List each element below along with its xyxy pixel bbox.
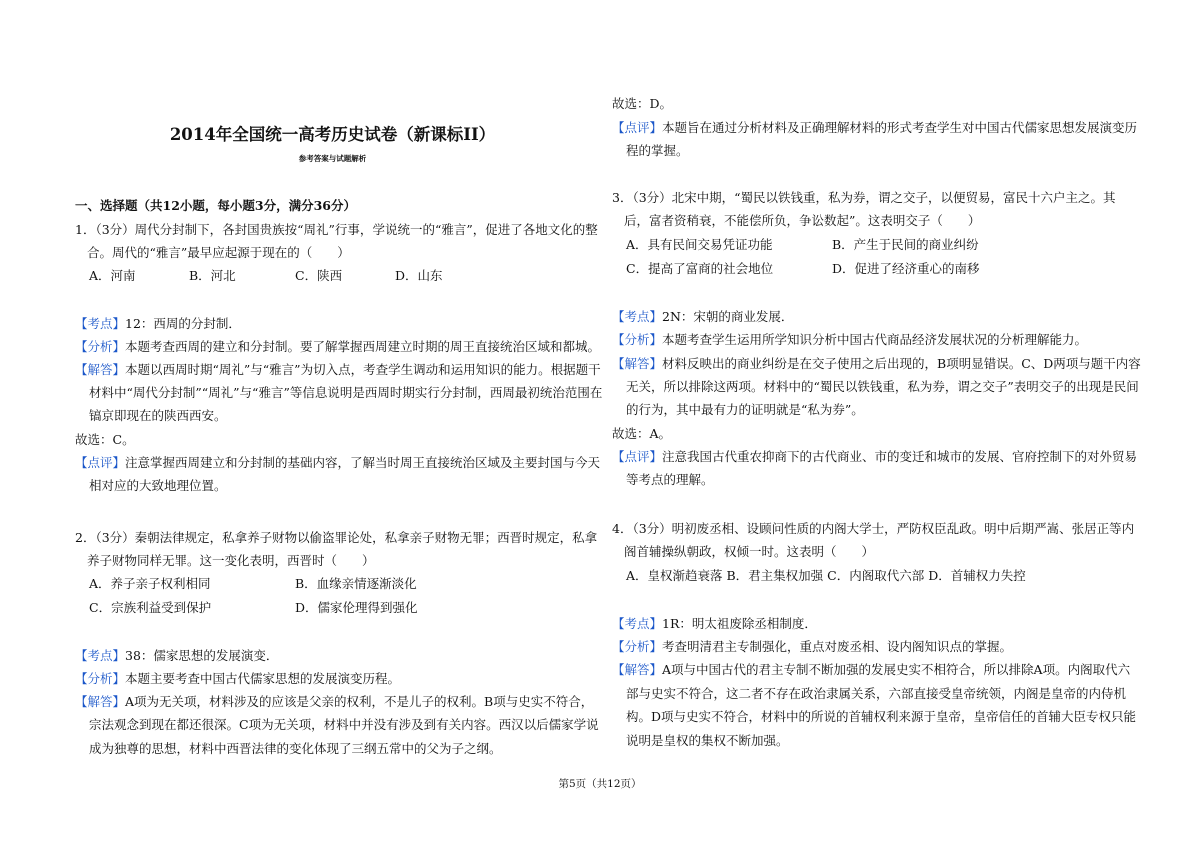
q1-jieda-line-3: 镐京即现在的陕西西安。 <box>89 408 227 423</box>
q3-stem-line-2: 后，富者资稍衰，不能偿所负，争讼数起”。这表明交子（ ） <box>624 213 981 228</box>
q1-jieda-text-1: 本题以西周时期“周礼”与“雅言”为切入点，考查学生调动和运用知识的能力。根据题干 <box>125 362 601 377</box>
q2-kaodian-text: 38：儒家思想的发展演变． <box>125 648 279 663</box>
q4-stem-line-1: 4．（3分）明初废丞相、设顾问性质的内阁大学士，严防权臣乱政。明中后期严嵩、张居正等内 <box>612 521 1135 536</box>
q2-dianping-text-1: 本题旨在通过分析材料及正确理解材料的形式考查学生对中国古代儒家思想发展演变历 <box>662 120 1138 135</box>
jieda-tag: 【解答】 <box>75 694 126 709</box>
q2-stem-line-2: 养子财物同样无罪。这一变化表明，西晋时（ ） <box>87 553 375 568</box>
q3-stem-line-1: 3．（3分）北宋中期，“蜀民以铁钱重，私为券，谓之交子，以便贸易，富民十六户主之。其 <box>612 190 1116 205</box>
q3-option-b: B．产生于民间的商业纠纷 <box>832 237 979 252</box>
fenxi-tag: 【分析】 <box>75 339 126 354</box>
q2-stem-line-1: 2．（3分）秦朝法律规定，私拿养子财物以偷盗罪论处，私拿亲子财物无罪；西晋时规定，私拿 <box>75 530 598 545</box>
fenxi-tag: 【分析】 <box>612 639 663 654</box>
fenxi-tag: 【分析】 <box>75 671 126 686</box>
q1-option-c: C．陕西 <box>295 268 343 283</box>
page-footer: 第5页（共12页） <box>558 778 642 790</box>
q3-dianping <box>612 449 1137 465</box>
kaodian-tag: 【考点】 <box>75 316 126 331</box>
q2-answer: 故选：D。 <box>612 96 673 111</box>
q2-option-d: D．儒家伦理得到强化 <box>295 600 418 615</box>
q3-option-a: A．具有民间交易凭证功能 <box>626 237 773 252</box>
kaodian-tag: 【考点】 <box>612 616 663 631</box>
q2-option-a: A．养子亲子权利相同 <box>89 576 211 591</box>
q1-option-b: B．河北 <box>189 268 236 283</box>
q1-dianping-line-2: 相对应的大致地理位置。 <box>89 478 227 493</box>
dianping-tag: 【点评】 <box>75 455 126 470</box>
q2-jieda-line-3: 成为独尊的思想，材料中西晋法律的变化体现了三纲五常中的父为子之纲。 <box>89 741 502 756</box>
kaodian-tag: 【考点】 <box>612 309 663 324</box>
q2-option-b: B．血缘亲情逐渐淡化 <box>295 576 417 591</box>
q1-kaodian <box>75 316 241 332</box>
q2-jieda-line-2: 宗法观念到现在都还很深。C项为无关项，材料中并没有涉及到有关内容。西汉以后儒家学说 <box>89 717 599 732</box>
q4-stem-line-2: 阁首辅操纵朝政，权倾一时。这表明（ ） <box>624 544 875 559</box>
q1-answer: 故选：C。 <box>75 432 135 447</box>
q4-jieda-line-2: 部与史实不符合，这二者不存在政治隶属关系，六部直接受皇帝统领，内阁是皇帝的内侍机 <box>626 686 1127 701</box>
q4-jieda-text-1: A项与中国古代的君主专制不断加强的发展史实不相符合，所以排除A项。内阁取代六 <box>662 662 1131 677</box>
q4-fenxi-text: 考查明清君主专制强化，重点对废丞相、设内阁知识点的掌握。 <box>662 639 1013 654</box>
q2-dianping-line-2: 程的掌握。 <box>626 143 689 158</box>
q4-fenxi <box>612 639 1012 655</box>
page-subtitle: 参考答案与试题解析 <box>298 154 367 163</box>
section-heading: 一、选择题（共12小题，每小题3分，满分36分） <box>75 198 356 213</box>
q4-jieda <box>612 662 1130 678</box>
q4-jieda-line-4: 说明是皇权的集权不断加强。 <box>626 733 789 748</box>
q3-fenxi-text: 本题考查学生运用所学知识分析中国古代商品经济发展状况的分析理解能力。 <box>662 332 1088 347</box>
jieda-tag: 【解答】 <box>612 662 663 677</box>
q4-kaodian-text: 1R：明太祖废除丞相制度． <box>662 616 817 631</box>
page-title: 2014年全国统一高考历史试卷（新课标II） <box>169 125 496 144</box>
q2-fenxi-text: 本题主要考查中国古代儒家思想的发展演变历程。 <box>125 671 401 686</box>
q3-kaodian <box>612 309 793 325</box>
q1-fenxi-text: 本题考查西周的建立和分封制。要了解掌握西周建立时期的周王直接统治区域和都城。 <box>125 339 601 354</box>
q1-jieda-line-2: 材料中“周代分封制”“周礼”与“雅言”等信息说明是西周时期实行分封制，西周最初统治范围在 <box>89 385 603 400</box>
q2-fenxi <box>75 671 400 687</box>
kaodian-tag: 【考点】 <box>75 648 126 663</box>
q3-jieda <box>612 356 1141 372</box>
q2-option-c: C．宗族利益受到保护 <box>89 600 212 615</box>
q3-fenxi <box>612 332 1087 348</box>
q1-jieda <box>75 362 601 378</box>
q1-dianping <box>75 455 600 471</box>
q1-dianping-text-1: 注意掌握西周建立和分封制的基础内容，了解当时周王直接统治区域及主要封国与今天 <box>125 455 601 470</box>
q4-options: A．皇权渐趋衰落 B．君主集权加强 C．内阁取代六部 D．首辅权力失控 <box>626 568 1026 583</box>
q2-jieda <box>75 694 593 710</box>
q1-kaodian-text: 12：西周的分封制． <box>125 316 241 331</box>
q3-option-c: C．提高了富商的社会地位 <box>626 261 774 276</box>
jieda-tag: 【解答】 <box>75 362 126 377</box>
q3-jieda-text-1: 材料反映出的商业纠纷是在交子使用之后出现的，B项明显错误。C、D两项与题干内容 <box>662 356 1141 371</box>
fenxi-tag: 【分析】 <box>612 332 663 347</box>
q3-option-d: D．促进了经济重心的南移 <box>832 261 980 276</box>
jieda-tag: 【解答】 <box>612 356 663 371</box>
dianping-tag: 【点评】 <box>612 449 663 464</box>
q3-jieda-line-3: 的行为，其中最有力的证明就是“私为券”。 <box>626 402 864 417</box>
q3-answer: 故选：A。 <box>612 426 672 441</box>
dianping-tag: 【点评】 <box>612 120 663 135</box>
q1-fenxi <box>75 339 600 355</box>
q1-stem-line-1: 1．（3分）周代分封制下，各封国贵族按“周礼”行事，学说统一的“雅言”，促进了各地文化的整 <box>75 222 598 237</box>
q4-jieda-line-3: 构。D项与史实不符合，材料中的所说的首辅权利来源于皇帝，皇帝信任的首辅大臣专权只能 <box>626 709 1137 724</box>
q2-jieda-text-1: A项为无关项，材料涉及的应该是父亲的权利，不是儿子的权利。B项与史实不符合， <box>125 694 594 709</box>
q3-jieda-line-2: 无关，所以排除这两项。材料中的“蜀民以铁钱重，私为券，谓之交子”表明交子的出现是民间 <box>626 379 1139 394</box>
q1-stem-line-2: 合。周代的“雅言”最早应起源于现在的（ ） <box>87 245 350 260</box>
q1-option-d: D．山东 <box>395 268 443 283</box>
q2-dianping <box>612 120 1137 136</box>
q2-kaodian <box>75 648 278 664</box>
q1-option-a: A．河南 <box>89 268 136 283</box>
q3-kaodian-text: 2N：宋朝的商业发展． <box>662 309 794 324</box>
q3-dianping-text-1: 注意我国古代重农抑商下的古代商业、市的变迁和城市的发展、官府控制下的对外贸易 <box>662 449 1138 464</box>
q3-dianping-line-2: 等考点的理解。 <box>626 472 714 487</box>
q4-kaodian <box>612 616 817 632</box>
